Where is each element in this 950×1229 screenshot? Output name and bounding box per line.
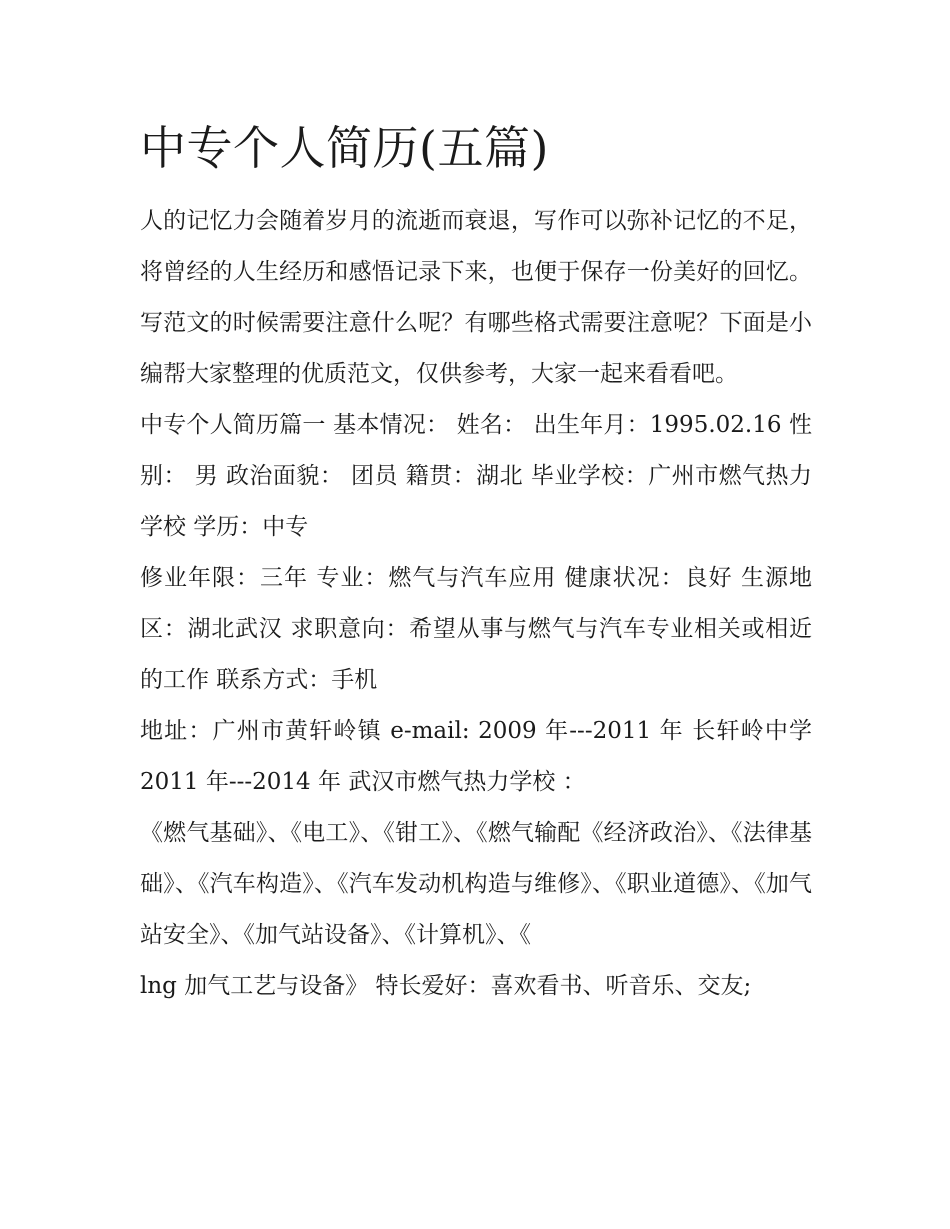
resume-courses: 《燃气基础》、《电工》、《钳工》、《燃气输配《经济政治》、《法律基础》、《汽车构造》、《汽车发动机构造与维修》、《职业道德》、《加气站安全》、《加气站设备》、《计算机》、《 <box>140 820 812 948</box>
intro-paragraph: 人的记忆力会随着岁月的流逝而衰退，写作可以弥补记忆的不足，将曾经的人生经历和感悟记录下来，也便于保存一份美好的回忆。写范文的时候需要注意什么呢？有哪些格式需要注意呢？下面是小编帮大家整理的优质范文，仅供参考，大家一起来看看吧。 <box>140 208 812 387</box>
document-page <box>140 118 812 1012</box>
resume-basic-info: 中专个人简历篇一 基本情况： 姓名： 出生年月：1995.02.16 性别： 男 政治面貌： 团员 籍贯：湖北 毕业学校：广州市燃气热力学校 学历：中专 <box>140 412 812 540</box>
resume-hobbies: lng 加气工艺与设备》 特长爱好：喜欢看书、听音乐、交友; <box>140 973 752 999</box>
resume-address-education: 地址：广州市黄轩岭镇 e-mail: 2009 年---2011 年 长轩岭中学 2011 年---2014 年 武汉市燃气热力学校 ： <box>140 718 812 795</box>
resume-study-info: 修业年限：三年 专业：燃气与汽车应用 健康状况：良好 生源地区：湖北武汉 求职意向：希望从事与燃气与汽车专业相关或相近的工作 联系方式：手机 <box>140 565 812 693</box>
document-title: 中专个人简历(五篇) <box>140 121 549 175</box>
